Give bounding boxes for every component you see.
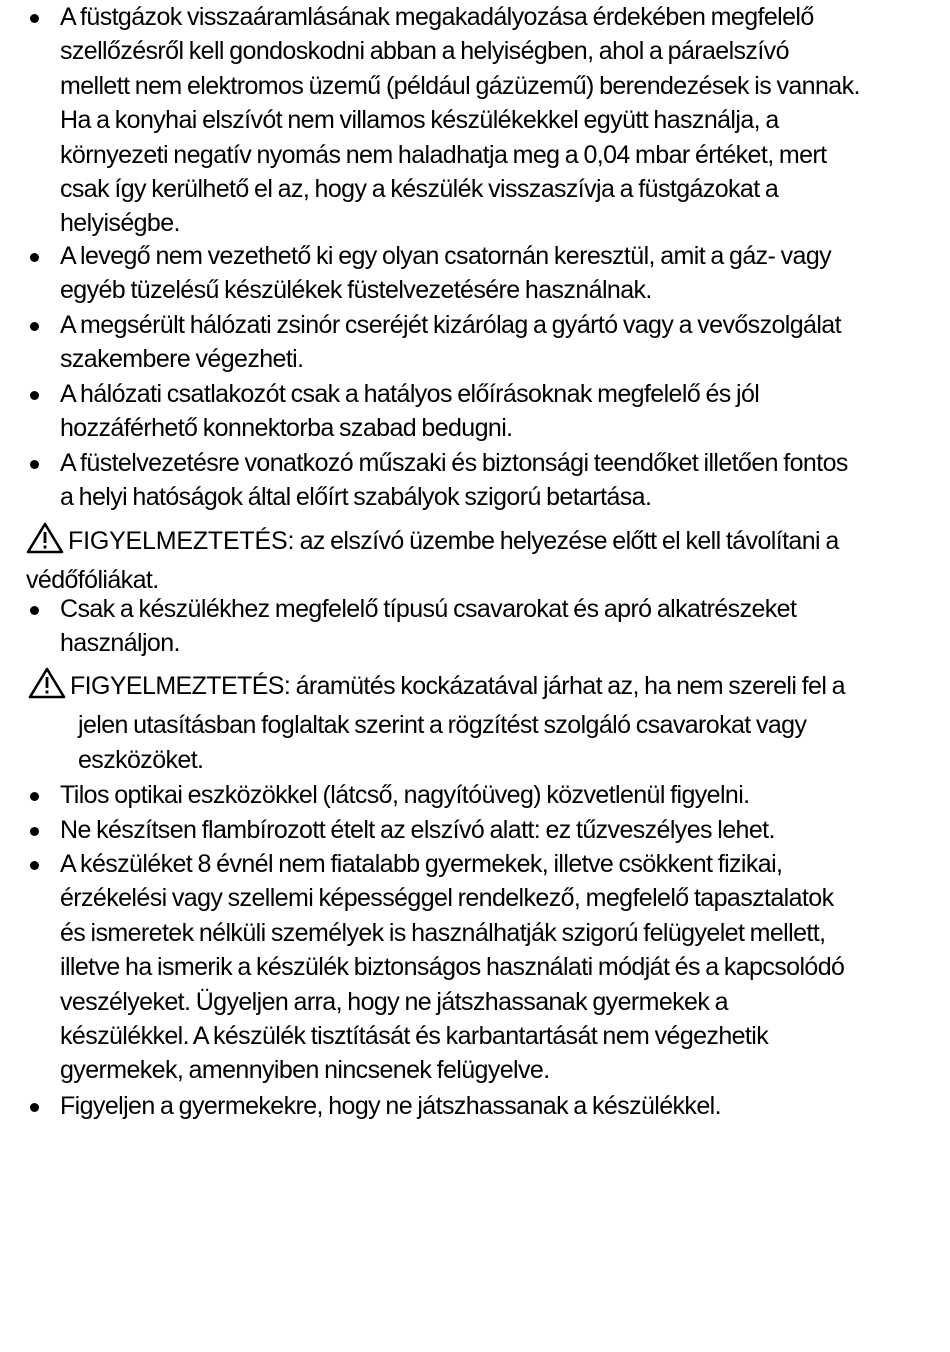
warning-electric-shock	[70, 667, 878, 777]
list-item-power-cord: A megsérült hálózati zsinór cseréjét kizárólag a gyártó vagy a vevőszolgálat szakembere végezheti.	[60, 308, 860, 377]
warning-triangle-icon	[28, 667, 66, 708]
list-item-flambe: Ne készítsen flambírozott ételt az elszívó alatt: ez tűzveszélyes lehet.	[60, 813, 860, 847]
list-item-optical-instruments: Tilos optikai eszközökkel (látcső, nagyítóüveg) közvetlenül figyelni.	[60, 778, 860, 812]
list-item-flue-gas-ventilation: A füstgázok visszaáramlásának megakadályozása érdekében megfelelő szellőzésről kell gondoskodni abban a helyiségben, ahol a páraelszívó mellett nem elektromos üzemű (például gázüzemű) berendezések is vannak. Ha a konyhai elszívót nem villamos készülékekkel együtt használja, a környezeti negatív nyomás nem haladhatja meg a 0,04 mbar értéket, mert csak így kerülhető el az, hogy a készülék visszaszívja a füstgázokat a helyiségbe.	[60, 0, 860, 241]
warning-protective-film	[26, 522, 856, 598]
list-item-screws: Csak a készülékhez megfelelő típusú csavarokat és apró alkatrészeket használjon.	[60, 592, 860, 661]
list-item-plug: A hálózati csatlakozót csak a hatályos előírásoknak megfelelő és jól hozzáférhető konnektorba szabad bedugni.	[60, 377, 860, 446]
warning-text: az elszívó üzembe helyezése előtt el kell távolítani a védőfóliákat.	[26, 527, 839, 595]
warning-text: áramütés kockázatával járhat az, ha nem szereli fel a jelen utasításban foglaltak szerint a rögzítést szolgáló csavarokat vagy eszközöket.	[78, 672, 845, 774]
warning-label: FIGYELMEZTETÉS:	[70, 672, 291, 700]
list-item-children-supervision: A készüléket 8 évnél nem fiatalabb gyermekek, illetve csökkent fizikai, érzékelési vagy szellemi képességgel rendelkező, megfelelő tapasztalatok és ismeretek nélküli személyek is használhatják szigorú felügyelet mellett, illetve ha ismerik a készülék biztonságos használati módját és a kapcsolódó veszélyeket. Ügyeljen arra, hogy ne játszhassanak gyermekek a készülékkel. A készülék tisztítását és karbantartását nem végezhetik gyermekek, amennyiben nincsenek felügyelve.	[60, 847, 860, 1088]
warning-label: FIGYELMEZTETÉS:	[68, 527, 295, 555]
list-item-local-regulations: A füstelvezetésre vonatkozó műszaki és biztonsági teendőket illetően fontos a helyi hatóságok által előírt szabályok szigorú betartása.	[60, 446, 860, 515]
list-item-children-play: Figyeljen a gyermekekre, hogy ne játszhassanak a készülékkel.	[60, 1089, 860, 1123]
warning-triangle-icon	[26, 522, 64, 563]
list-item-air-duct: A levegő nem vezethető ki egy olyan csatornán keresztül, amit a gáz- vagy egyéb tüzelésű készülékek füstelvezetésére használnak.	[60, 239, 860, 308]
